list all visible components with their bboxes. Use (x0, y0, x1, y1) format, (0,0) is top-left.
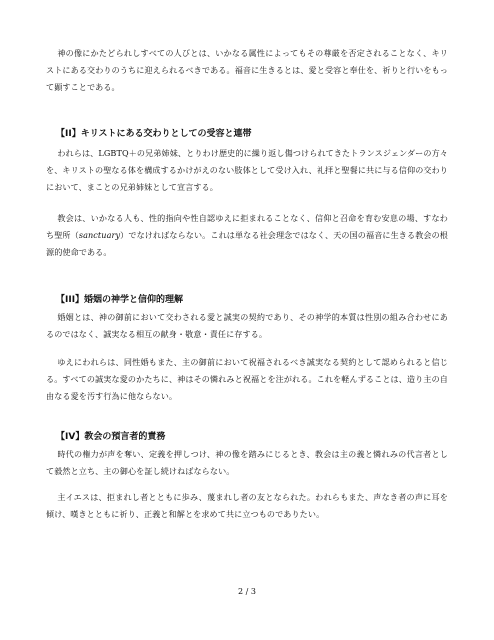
section-4-paragraph-2: 主イエスは、拒まれし者とともに歩み、蔑まれし者の友となられた。われらもまた、声なき者の声に耳を傾け、嘆きとともに祈り、正義と和解とを求めて共に立つものでありたい。 (46, 492, 448, 519)
section-3-paragraph-2: ゆえにわれらは、同性婚もまた、主の御前において祝福されるべき誠実なる契約として認められると信じる。すべての誠実な愛のかたちに、神はその憐れみと祝福とを注がれる。これを軽んずることは、造り主の自由なる愛を汚す行為に他ならない。 (46, 357, 448, 401)
section-2-paragraph-2 (46, 210, 448, 261)
section-2-heading: 【II】キリストにある交わりとしての受容と連帯 (56, 129, 252, 139)
section-2-paragraph-1: われらは、LGBTQ＋の兄弟姉妹、とりわけ歴史的に繰り返し傷つけられてきたトランスジェンダーの方々を、キリストの聖なる体を構成するかけがえのない肢体として受け入れ、礼拝と聖餐に共に与る信仰の交わりにおいて、まことの兄弟姉妹として宣言する。 (46, 148, 448, 192)
section-4-paragraph-1: 時代の権力が声を奪い、定義を押しつけ、神の像を踏みにじるとき、教会は主の義と憐れみの代言者として毅然と立ち、主の御心を証し続けねばならない。 (46, 449, 448, 476)
section-4-heading: 【IV】教会の預言者的責務 (56, 432, 166, 442)
section-3-paragraph-1: 婚姻とは、神の御前において交わされる愛と誠実の契約であり、その神学的本質は性別の組み合わせにあるのではなく、誠実なる相互の献身・敬意・責任に存する。 (46, 312, 448, 339)
intro-paragraph: 神の像にかたどられしすべての人びとは、いかなる属性によってもその尊厳を否定されることなく、キリストにある交わりのうちに迎えられるべきである。福音に生きるとは、愛と受容と奉仕を、祈りと行いをもって顕すことである。 (46, 48, 448, 92)
page-number: 2 / 3 (238, 587, 256, 596)
section-3-heading: 【III】婚姻の神学と信仰的理解 (56, 295, 184, 305)
sanctuary-text-after: ）でなければならない。これは単なる社会理念ではなく、天の国の福音に生きる教会の根源的使命である。 (46, 230, 449, 257)
sanctuary-term: sanctuary (78, 230, 121, 240)
sanctuary-text-before: 教会は、いかなる人も、性的指向や性自認ゆえに拒まれることなく、信仰と召命を育む安息の場、すなわち聖所（ (46, 213, 448, 240)
